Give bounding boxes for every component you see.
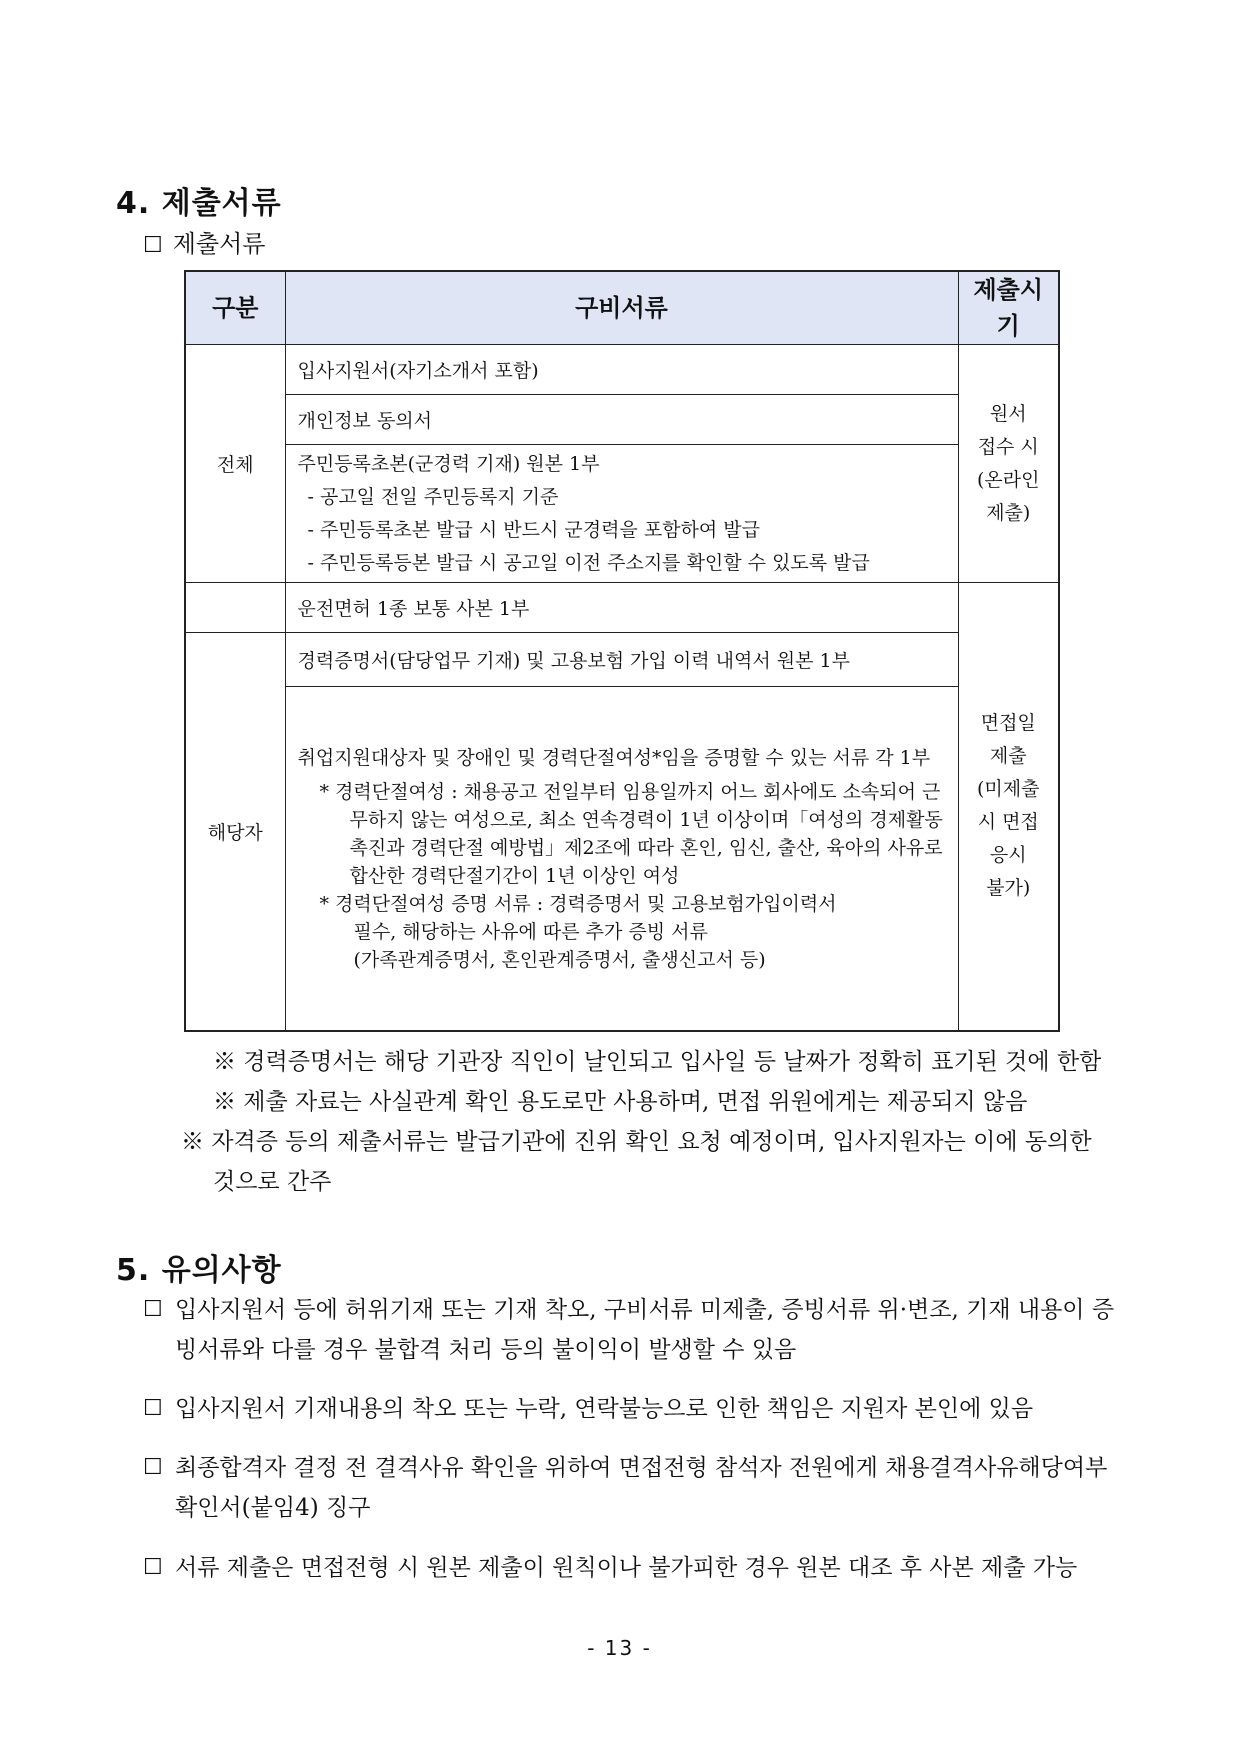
note-item: ※ 경력증명서는 해당 기관장 직인이 날인되고 입사일 등 날짜가 정확히 표기된 것에 한함 [213,1049,1102,1075]
checkbox-icon: ☐ [143,1455,163,1480]
doc-item: - 주민등록초본 발급 시 반드시 군경력을 포함하여 발급 [307,518,760,541]
caution-item [143,1448,1123,1528]
category-all: 전체 [185,345,285,583]
checkbox-icon: ☐ [143,233,163,258]
timing-line: (미제출 [977,778,1040,801]
timing-line: 시 면접 [977,811,1039,834]
subheading-label: 제출서류 [172,230,266,258]
table-header-row [185,271,1059,345]
header-documents: 구비서류 [285,271,958,345]
doc-footnote: * 경력단절여성 증명 서류 : 경력증명서 및 고용보험가입이력서 [319,893,837,916]
header-category: 구분 [185,271,285,345]
doc-footnote: 필수, 해당하는 사유에 따른 추가 증빙 서류 [353,921,708,944]
caution-text: 입사지원서 기재내용의 착오 또는 누락, 연락불능으로 인한 책임은 지원자 본인에 있음 [175,1396,1034,1422]
notes-list [181,1042,1121,1202]
table-row [185,583,1059,633]
doc-footnote: (가족관계증명서, 혼인관계증명서, 출생신고서 등) [353,949,766,972]
table-row [185,395,1059,445]
checkbox-icon: ☐ [143,1555,163,1580]
timing-line: (온라인 [977,468,1040,491]
caution-item [143,1389,1123,1429]
doc-privacy-consent: 개인정보 동의서 [285,395,958,445]
doc-career-certificate: 경력증명서(담당업무 기재) 및 고용보험 가입 이력 내역서 원본 1부 [285,633,958,687]
timing-interview [958,583,1059,1031]
caution-text: 최종합격자 결정 전 결격사유 확인을 위하여 면접전형 참석자 전원에게 채용결격사유해당여부 확인서(붙임4) 징구 [175,1455,1108,1521]
submission-documents-table [184,270,1060,1032]
category-all-continued [185,583,285,633]
table-row [185,687,1059,1031]
timing-line: 불가) [986,877,1031,900]
timing-line: 제출 [989,745,1027,768]
checkbox-icon: ☐ [143,1297,163,1322]
subheading-submission-docs [143,224,265,259]
caution-item [143,1548,1123,1588]
doc-drivers-license: 운전면허 1종 보통 사본 1부 [285,583,958,633]
section-4-heading: 4. 제출서류 [116,186,282,221]
timing-line: 원서 [989,402,1027,425]
note-item: ※ 자격증 등의 제출서류는 발급기관에 진위 확인 요청 예정이며, 입사지원자는 이에 동의한 것으로 간주 [181,1129,1092,1195]
table-row [185,445,1059,583]
doc-footnote: * 경력단절여성 : 채용공고 전일부터 임용일까지 어느 회사에도 소속되어 근무하지 않는 여성으로, 최소 연속경력이 1년 이상이며「여성의 경제활동 촉진과 경력단절 예방법」제2조에 따라 혼인, 임신, 출산, 육아의 사유로 합산한 경력단절기간이 1년 이상인 여성 [319,781,943,888]
header-timing: 제출시기 [958,271,1059,345]
caution-text: 입사지원서 등에 허위기재 또는 기재 착오, 구비서류 미제출, 증빙서류 위·변조, 기재 내용이 증빙서류와 다를 경우 불합격 처리 등의 불이익이 발생할 수 있음 [175,1297,1115,1363]
category-applicable: 해당자 [185,633,285,1031]
doc-item: - 주민등록등본 발급 시 공고일 이전 주소지를 확인할 수 있도록 발급 [307,551,870,574]
caution-item [143,1290,1123,1370]
doc-item: - 공고일 전일 주민등록지 기준 [307,485,559,508]
caution-text: 서류 제출은 면접전형 시 원본 제출이 원칙이나 불가피한 경우 원본 대조 후 사본 제출 가능 [175,1555,1078,1581]
doc-eligibility-proof [285,687,958,1031]
doc-title: 취업지원대상자 및 장애인 및 경력단절여성*임을 증명할 수 있는 서류 각 1부 [297,747,931,770]
table-row [185,345,1059,395]
doc-application-form: 입사지원서(자기소개서 포함) [285,345,958,395]
section-5-heading: 5. 유의사항 [116,1253,282,1288]
timing-line: 제출) [986,501,1031,524]
timing-online [958,345,1059,583]
doc-resident-registration [285,445,958,583]
page-number: - 13 - [587,1636,652,1660]
table-row [185,633,1059,687]
timing-line: 응시 [989,844,1027,867]
timing-line: 면접일 [980,712,1036,735]
checkbox-icon: ☐ [143,1396,163,1421]
note-item: ※ 제출 자료는 사실관계 확인 용도로만 사용하며, 면접 위원에게는 제공되지 않음 [213,1089,1028,1115]
doc-title: 주민등록초본(군경력 기재) 원본 1부 [297,452,600,475]
timing-line: 접수 시 [977,435,1039,458]
